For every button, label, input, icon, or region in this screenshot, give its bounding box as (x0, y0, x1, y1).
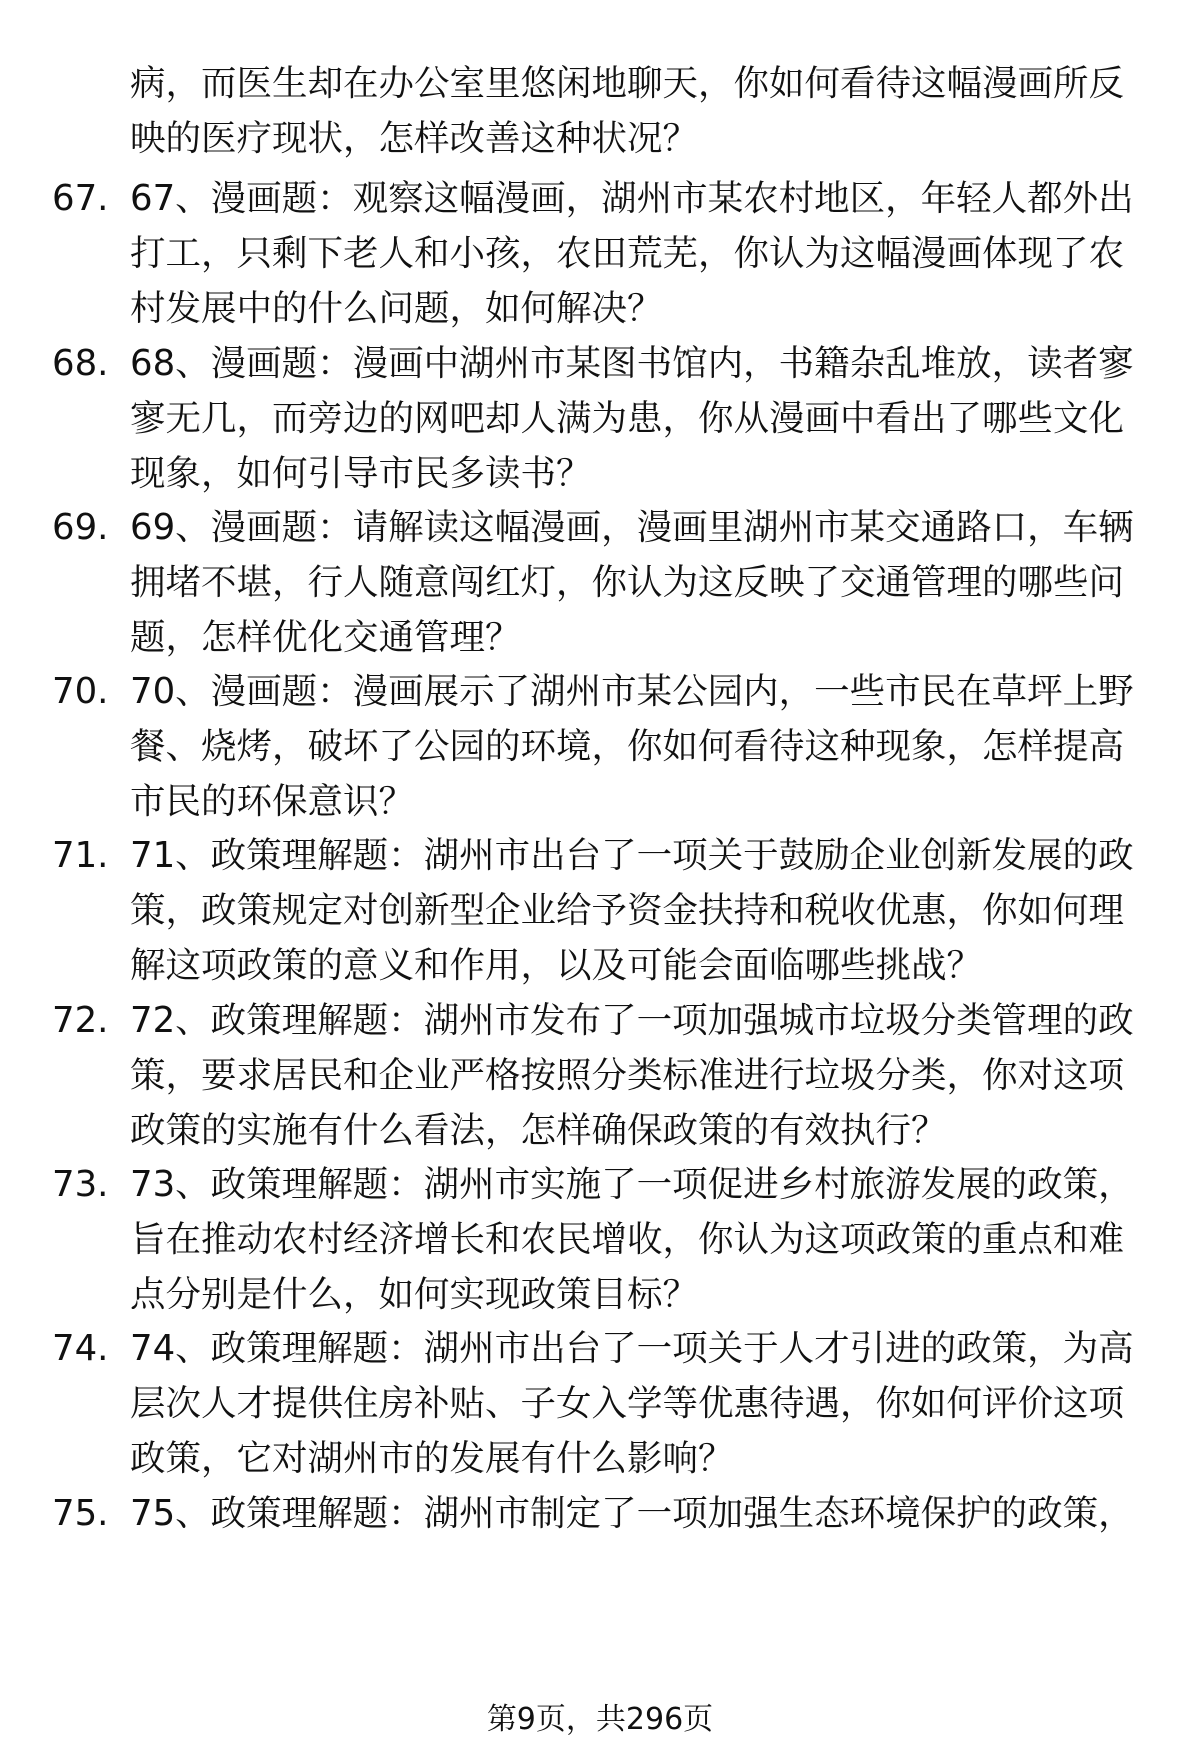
question-text: 68、漫画题：漫画中湖州市某图书馆内，书籍杂乱堆放，读者寥寥无几，而旁边的网吧却人满为患，你从漫画中看出了哪些文化现象，如何引导市民多读书？ (130, 343, 1134, 494)
question-number: 74. (52, 1328, 109, 1369)
question-text: 75、政策理解题：湖州市制定了一项加强生态环境保护的政策， (130, 1493, 1134, 1534)
question-number: 72. (52, 1000, 109, 1041)
question-text: 69、漫画题：请解读这幅漫画，漫画里湖州市某交通路口，车辆拥堵不堪，行人随意闯红灯，你认为这反映了交通管理的哪些问题，怎样优化交通管理？ (130, 507, 1134, 658)
question-text: 73、政策理解题：湖州市实施了一项促进乡村旅游发展的政策，旨在推动农村经济增长和农民增收，你认为这项政策的重点和难点分别是什么，如何实现政策目标？ (130, 1164, 1134, 1315)
question-text: 72、政策理解题：湖州市发布了一项加强城市垃圾分类管理的政策，要求居民和企业严格按照分类标准进行垃圾分类，你对这项政策的实施有什么看法，怎样确保政策的有效执行？ (130, 1000, 1134, 1151)
page-footer: 第9页，共296页 (486, 1702, 714, 1737)
question-number: 70. (52, 671, 109, 712)
question-number: 67. (52, 178, 109, 219)
question-number: 69. (52, 507, 109, 548)
question-text: 74、政策理解题：湖州市出台了一项关于人才引进的政策，为高层次人才提供住房补贴、子女入学等优惠待遇，你如何评价这项政策，它对湖州市的发展有什么影响？ (130, 1328, 1134, 1479)
question-text: 67、漫画题：观察这幅漫画，湖州市某农村地区，年轻人都外出打工，只剩下老人和小孩，农田荒芜，你认为这幅漫画体现了农村发展中的什么问题，如何解决？ (130, 178, 1134, 329)
question-text: 70、漫画题：漫画展示了湖州市某公园内，一些市民在草坪上野餐、烧烤，破坏了公园的环境，你如何看待这种现象，怎样提高市民的环保意识？ (130, 671, 1134, 822)
question-number: 71. (52, 835, 109, 876)
continued-question-text: 病，而医生却在办公室里悠闲地聊天，你如何看待这幅漫画所反映的医疗现状，怎样改善这种状况？ (130, 63, 1125, 159)
question-text: 71、政策理解题：湖州市出台了一项关于鼓励企业创新发展的政策，政策规定对创新型企业给予资金扶持和税收优惠，你如何理解这项政策的意义和作用，以及可能会面临哪些挑战？ (130, 835, 1134, 986)
question-number: 73. (52, 1164, 109, 1205)
question-number: 68. (52, 343, 109, 384)
question-number: 75. (52, 1493, 109, 1534)
